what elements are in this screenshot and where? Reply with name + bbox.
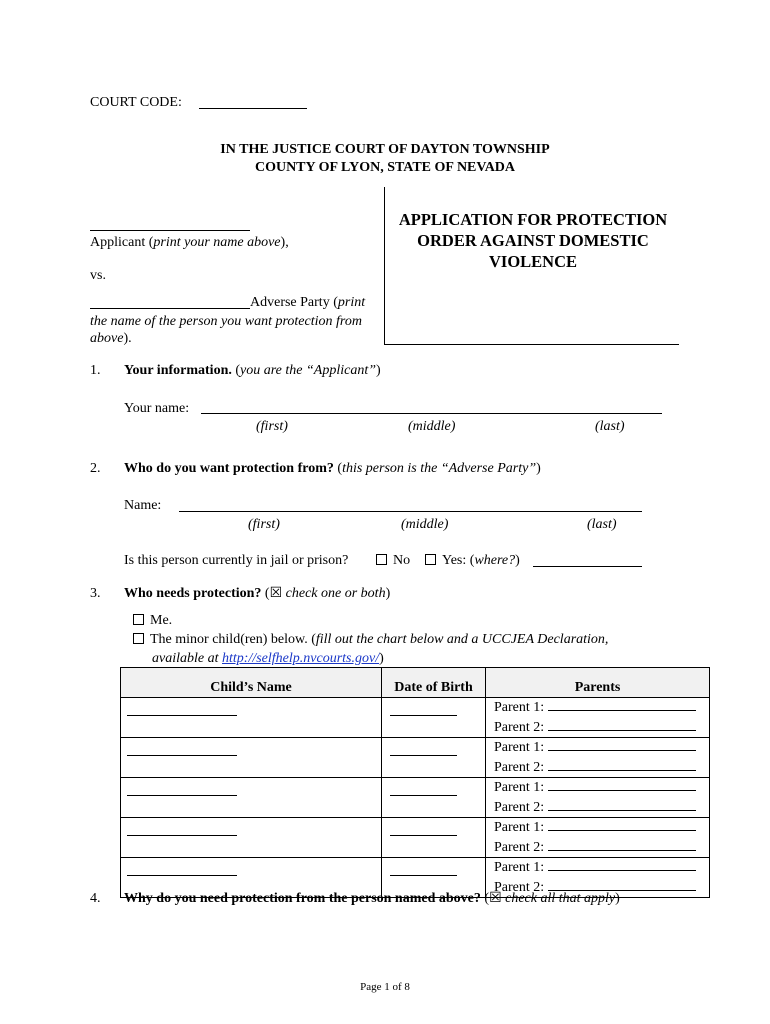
- protect-me-checkbox[interactable]: [133, 614, 144, 625]
- check-mark-icon: ☒: [489, 891, 502, 906]
- table-row: [121, 818, 710, 858]
- child-name-field[interactable]: [127, 703, 237, 716]
- header-child-name: Child’s Name: [121, 668, 382, 698]
- parent1-field[interactable]: [548, 778, 696, 791]
- adverse-party-note-end: above).: [90, 331, 132, 346]
- check-mark-icon: ☒: [269, 586, 283, 601]
- page-number: Page 1 of 8: [360, 981, 410, 993]
- section3-number: 3.: [90, 586, 101, 601]
- versus-label: vs.: [90, 268, 106, 283]
- child-name-field[interactable]: [127, 823, 237, 836]
- court-code-label: COURT CODE:: [90, 95, 182, 110]
- parent2-field[interactable]: [548, 838, 696, 851]
- section4-number: 4.: [90, 891, 101, 906]
- court-code-field[interactable]: [199, 108, 307, 109]
- caption-bottom-line: [385, 344, 679, 345]
- child-parents-cell: [486, 738, 710, 778]
- table-row: [121, 738, 710, 778]
- first-name-hint: (first): [256, 419, 288, 434]
- section4-heading: Why do you need protection from the person named above? (☒ check all that apply): [124, 891, 620, 906]
- form-title-line3: VIOLENCE: [488, 252, 578, 271]
- header-parents: Parents: [486, 668, 710, 698]
- parent1-field[interactable]: [548, 738, 696, 751]
- child-parents-cell: [486, 818, 710, 858]
- header-date-of-birth: Date of Birth: [382, 668, 486, 698]
- section2-heading: Who do you want protection from? (this person is the “Adverse Party”): [124, 461, 541, 476]
- parent1-line: Parent 1:: [486, 858, 709, 878]
- jail-yes-option[interactable]: Yes: (where?): [425, 552, 520, 570]
- form-title-line2: ORDER AGAINST DOMESTIC: [417, 231, 649, 250]
- adverse-name-field[interactable]: [179, 511, 642, 512]
- parent2-line: Parent 2:: [486, 798, 709, 818]
- selfhelp-line: available at http://selfhelp.nvcourts.gov/): [152, 651, 384, 666]
- parent1-field[interactable]: [548, 698, 696, 711]
- child-name-field[interactable]: [127, 743, 237, 756]
- adverse-party-label: Adverse Party (print: [250, 295, 366, 310]
- parent2-line: Parent 2:: [486, 878, 709, 898]
- child-parents-cell: [486, 778, 710, 818]
- parent1-line: Parent 1:: [486, 738, 709, 758]
- applicant-name-field[interactable]: [90, 230, 250, 231]
- parent2-line: Parent 2:: [486, 758, 709, 778]
- child-name-cell: [121, 818, 382, 858]
- child-name-cell: [121, 738, 382, 778]
- jail-where-field[interactable]: [533, 566, 642, 567]
- child-dob-field[interactable]: [390, 703, 457, 716]
- parent2-line: Parent 2:: [486, 718, 709, 738]
- child-parents-cell: [486, 698, 710, 738]
- protect-me-option[interactable]: Me.: [133, 612, 172, 630]
- form-title-line1: APPLICATION FOR PROTECTION: [398, 210, 668, 229]
- child-name-field[interactable]: [127, 783, 237, 796]
- parent2-line: Parent 2:: [486, 838, 709, 858]
- adverse-middle-hint: (middle): [401, 517, 449, 532]
- jail-no-option[interactable]: No: [376, 552, 410, 570]
- parent1-line: Parent 1:: [486, 778, 709, 798]
- adverse-party-note: the name of the person you want protection from: [90, 314, 362, 329]
- child-dob-field[interactable]: [390, 783, 457, 796]
- section1-number: 1.: [90, 363, 101, 378]
- parent1-line: Parent 1:: [486, 698, 709, 718]
- last-name-hint: (last): [595, 419, 625, 434]
- jail-no-checkbox[interactable]: [376, 554, 387, 565]
- child-dob-cell: [382, 778, 486, 818]
- parent2-field[interactable]: [548, 758, 696, 771]
- child-dob-field[interactable]: [390, 823, 457, 836]
- adverse-party-name-field[interactable]: [90, 308, 250, 309]
- child-name-cell: [121, 698, 382, 738]
- parent1-field[interactable]: [548, 818, 696, 831]
- child-name-field[interactable]: [127, 863, 237, 876]
- protect-minor-option[interactable]: The minor child(ren) below. (fill out the chart below and a UCCJEA Declaration,: [133, 631, 608, 649]
- your-name-field[interactable]: [201, 413, 662, 414]
- parent2-field[interactable]: [548, 718, 696, 731]
- selfhelp-link[interactable]: http://selfhelp.nvcourts.gov/: [222, 651, 380, 666]
- adverse-name-label: Name:: [124, 498, 162, 513]
- parent2-field[interactable]: [548, 798, 696, 811]
- table-row: [121, 778, 710, 818]
- child-dob-cell: [382, 698, 486, 738]
- section1-heading: Your information. (you are the “Applicant”): [124, 363, 381, 378]
- adverse-first-hint: (first): [248, 517, 280, 532]
- court-name: IN THE JUSTICE COURT OF DAYTON TOWNSHIP: [220, 142, 550, 157]
- parent1-field[interactable]: [548, 858, 696, 871]
- court-county: COUNTY OF LYON, STATE OF NEVADA: [254, 160, 516, 175]
- parent1-line: Parent 1:: [486, 818, 709, 838]
- adverse-last-hint: (last): [587, 517, 617, 532]
- middle-name-hint: (middle): [408, 419, 456, 434]
- parent2-field[interactable]: [548, 878, 696, 891]
- your-name-label: Your name:: [124, 401, 190, 416]
- section2-number: 2.: [90, 461, 101, 476]
- jail-question: Is this person currently in jail or prison?: [124, 553, 349, 568]
- children-table: [120, 667, 710, 898]
- applicant-label: Applicant (print your name above),: [90, 235, 289, 250]
- jail-yes-checkbox[interactable]: [425, 554, 436, 565]
- table-header-row: [121, 668, 710, 698]
- child-dob-cell: [382, 818, 486, 858]
- section3-heading: Who needs protection? (☒ check one or both): [124, 586, 391, 601]
- protect-minor-checkbox[interactable]: [133, 633, 144, 644]
- child-dob-field[interactable]: [390, 863, 457, 876]
- table-row: [121, 698, 710, 738]
- child-dob-cell: [382, 738, 486, 778]
- child-name-cell: [121, 778, 382, 818]
- child-dob-field[interactable]: [390, 743, 457, 756]
